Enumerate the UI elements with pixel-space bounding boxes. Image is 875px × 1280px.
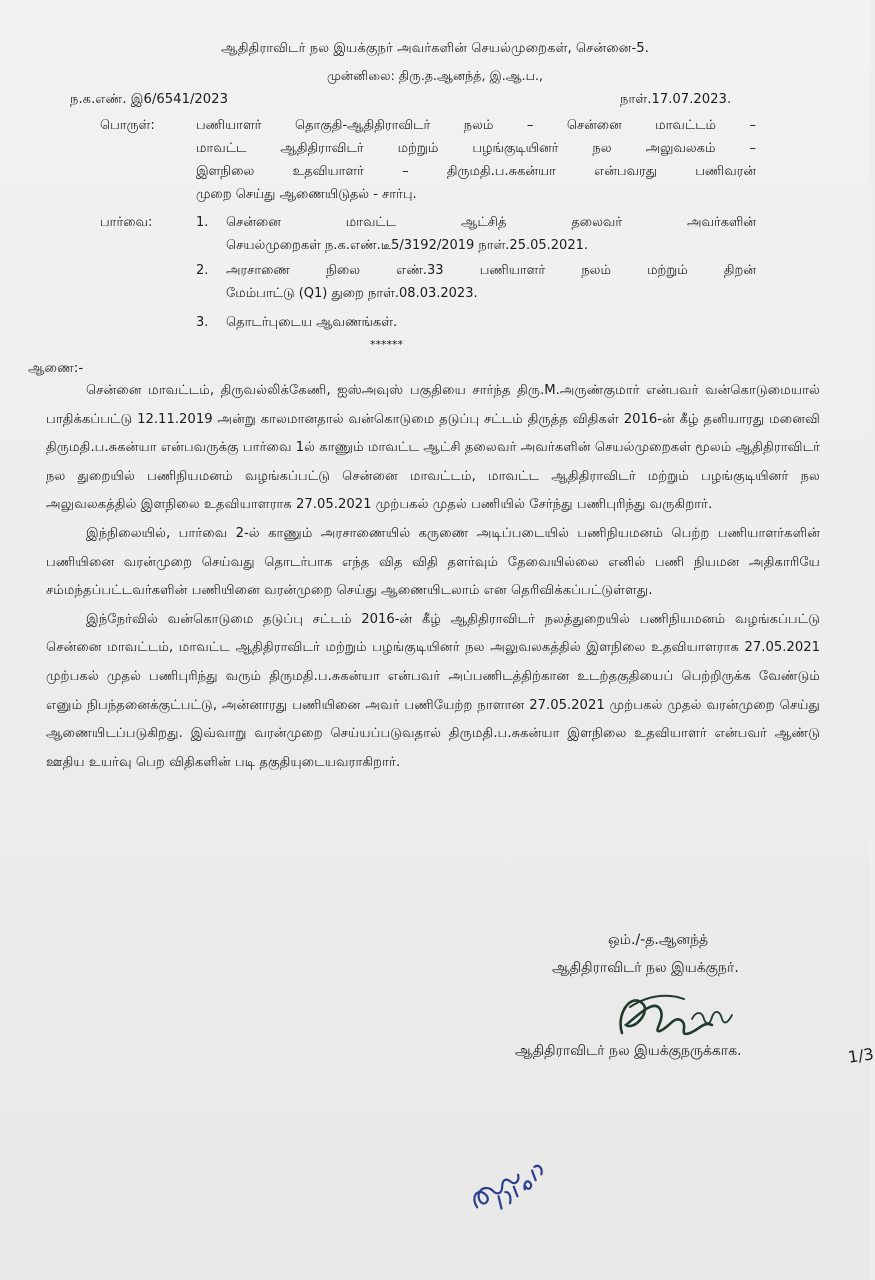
reference-number-2: 2. bbox=[196, 263, 209, 278]
document-date: நாள்.17.07.2023. bbox=[620, 92, 732, 107]
order-body bbox=[46, 377, 820, 777]
subject-line: முறை செய்து ஆணையிடுதல் - சார்பு. bbox=[196, 187, 417, 202]
references-label: பார்வை: bbox=[100, 215, 153, 230]
reference-line: செயல்முறைகள் ந.க.எண்.டீ5/3192/2019 நாள்.25.05.2021. bbox=[226, 238, 588, 253]
subject-text bbox=[196, 114, 756, 206]
office-heading: ஆதிதிராவிடர் நல இயக்குநர் அவர்களின் செயல்முறைகள், சென்னை-5. bbox=[221, 41, 649, 56]
order-paragraph-2: இந்நிலையில், பார்வை 2-ல் காணும் அரசாணையில் கருணை அடிப்படையில் பணிநியமனம் பெற்ற பணியாளர்களின் பணியினை வரன்முறை செய்வது தொடர்பாக எந்த வித விதி தளர்வும் தேவையில்லை எனில் பணி நியமன அதிகாரியே சம்மந்தப்பட்டவர்களின் பணியினை வரன்முறை செய்து ஆணையிடலாம் என தெரிவிக்கப்பட்டுள்ளது. bbox=[46, 525, 820, 599]
reference-number-1: 1. bbox=[196, 215, 209, 230]
presence-line: முன்னிலை: திரு.த.ஆனந்த், இ.ஆ.ப., bbox=[326, 68, 544, 83]
margin-page-mark: 1/3 bbox=[846, 1044, 875, 1067]
order-paragraph-1: சென்னை மாவட்டம், திருவல்லிக்கேணி, ஐஸ்அவுஸ் பகுதியை சார்ந்த திரு.M.அருண்குமார் என்பவர் வன்கொடுமையால் பாதிக்கப்பட்டு 12.11.2019 அன்று காலமானதால் வன்கொடுமை தடுப்பு சட்டம் திருத்த விதிகள் 2016-ன் கீழ் தனியாரது மனைவி திருமதி.ப.சுகன்யா என்பவருக்கு பார்வை 1ல் காணும் மாவட்ட ஆட்சி தலைவர் அவர்களின் செயல்முறைகள் மூலம் ஆதிதிராவிடர் நல துறையில் பணிநியமனம் வழங்கப்பட்டு சென்னை மாவட்டம், மாவட்ட ஆதிதிராவிடர் மற்றும் பழங்குடியினர் நல அலுவலகத்தில் இளநிலை உதவியாளராக 27.05.2021 முற்பகல் முதல் பணியில் சேர்ந்து பணிபுரிந்து வருகிறார். bbox=[46, 383, 820, 513]
initials-date-stamp bbox=[455, 1135, 565, 1215]
reference-number-3: 3. bbox=[196, 315, 209, 330]
order-label: ஆணை:- bbox=[28, 361, 84, 376]
order-paragraph-3: இந்நேர்வில் வன்கொடுமை தடுப்பு சட்டம் 2016-ன் கீழ் ஆதிதிராவிடர் நலத்துறையில் பணிநியமனம் வழங்கப்பட்டு சென்னை மாவட்டம், மாவட்ட ஆதிதிராவிடர் மற்றும் பழங்குடியினர் நல அலுவலகத்தில் இளநிலை உதவியாளராக 27.05.2021 முற்பகல் முதல் பணிபுரிந்து வரும் திருமதி.ப.சுகன்யா என்பவர் அப்பணிடத்திற்கான உடற்தகுதியைப் பெற்றிருக்க வேண்டும் எனும் நிபந்தனைக்குட்பட்டு, அன்னாரது பணியினை அவர் பணியேற்ற நாளான 27.05.2021 முற்பகல் முதல் வரன்முறை செய்து ஆணையிடப்படுகிறது. இவ்வாறு வரன்முறை செய்யப்படுவதால் திருமதி.ப.சுகன்யா இளநிலை உதவியாளர் என்பவர் ஆண்டு ஊதிய உயர்வு பெற விதிகளின் படி தகுதியுடையவராகிறார். bbox=[46, 611, 820, 770]
reference-line: அரசாணை நிலை எண்.33 பணியாளர் நலம் மற்றும் திறன் bbox=[226, 263, 756, 278]
subject-line: பணியாளர் தொகுதி-ஆதிதிராவிடர் நலம் – சென்னை மாவட்டம் – bbox=[196, 118, 756, 133]
reference-line: மேம்பாட்டு (Q1) துறை நாள்.08.03.2023. bbox=[226, 286, 478, 301]
subject-label: பொருள்: bbox=[100, 118, 155, 133]
reference-line: தொடர்புடைய ஆவணங்கள். bbox=[226, 315, 398, 330]
reference-line: சென்னை மாவட்ட ஆட்சித் தலைவர் அவர்களின் bbox=[226, 215, 756, 230]
separator: ****** bbox=[370, 338, 403, 351]
director-designation: ஆதிதிராவிடர் நல இயக்குநர். bbox=[552, 960, 739, 976]
subject-line: மாவட்ட ஆதிதிராவிடர் மற்றும் பழங்குடியினர் நல அலுவலகம் – bbox=[196, 141, 756, 156]
signed-name: ஒம்./-த.ஆனந்த் bbox=[608, 932, 709, 948]
subject-line: இளநிலை உதவியாளர் – திருமதி.ப.சுகன்யா என்பவரது பணிவரன் bbox=[196, 164, 756, 179]
reference-number: ந.க.எண். இ6/6541/2023 bbox=[70, 92, 228, 107]
for-director-line: ஆதிதிராவிடர் நல இயக்குநருக்காக. bbox=[515, 1043, 742, 1059]
